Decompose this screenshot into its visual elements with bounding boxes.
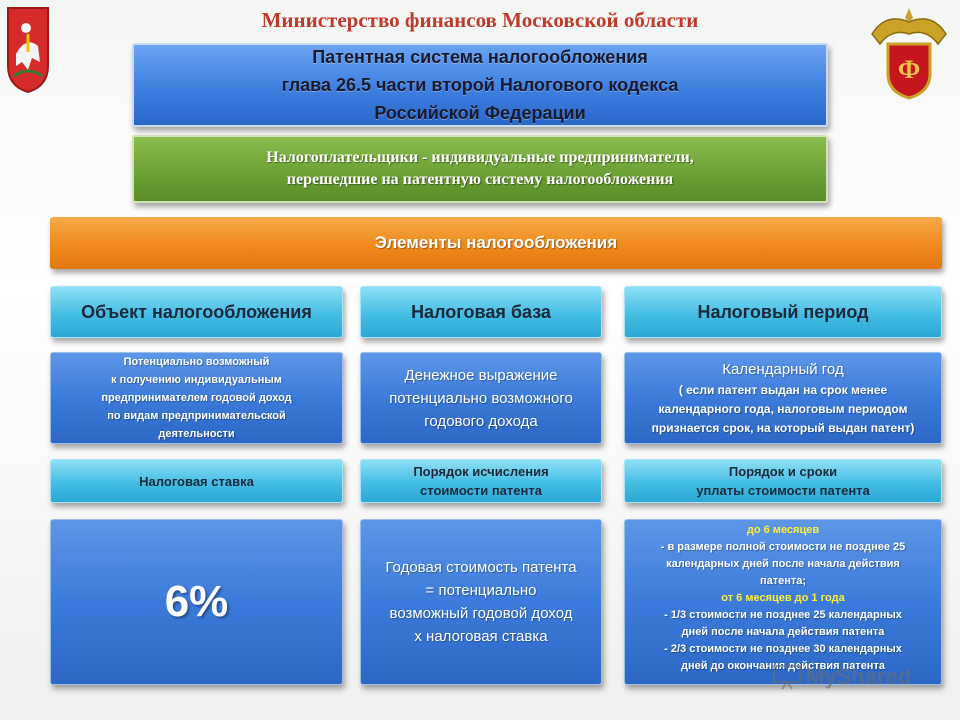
ministry-emblem-icon [866,4,952,100]
calc-order-line: стоимости патента [420,483,542,498]
calc-formula-line: = потенциально [425,582,537,599]
payment-terms-line: дней после начала действия патента [681,626,885,638]
object-description [50,352,343,444]
patent-system-header [132,43,828,127]
payment-order-line: уплаты стоимости патента [696,483,870,498]
base-description [360,352,602,444]
object-text-line: предпринимателем годовой доход [101,392,292,404]
taxation-elements-header [50,217,942,269]
object-text-line: к получению индивидуальным [111,374,282,386]
payment-terms-line: - 2/3 стоимости не позднее 30 календарных [664,643,902,655]
period-title: Налоговый период [697,301,869,322]
base-text-line: годового дохода [424,412,538,430]
period-description [624,352,942,444]
payment-highlight-under-6-months: до 6 месяцев [746,524,820,536]
base-text-line: потенциально возможного [389,389,573,407]
watermark-text: MyShared [806,664,912,689]
payment-terms-line: - в размере полной стоимости не позднее 25 [660,541,906,553]
object-text-line: деятельности [158,428,235,440]
calc-formula-box [360,519,602,685]
base-header [360,286,602,338]
calc-formula-line: возможный годовой доход [389,605,573,622]
watermark [772,660,932,694]
calc-formula-line: Годовая стоимость патента [385,559,577,576]
tax-rate-value: 6% [164,577,229,626]
patent-system-line3: Российской Федерации [374,103,586,123]
svg-text:Ф: Ф [897,55,921,84]
patent-system-line2: глава 26.5 части второй Налогового кодекса [281,75,679,95]
payment-terms-line: патента; [759,575,807,587]
patent-system-line1: Патентная система налогообложения [312,47,648,67]
period-note-line: признается срок, на который выдан патент) [651,420,915,435]
taxpayers-line1: Налогоплательщики - индивидуальные предприниматели, [266,149,694,166]
object-header [50,286,343,338]
presentation-icon [772,664,802,690]
payment-terms-line: - 1/3 стоимости не позднее 25 календарных [664,609,902,621]
period-main-text: Календарный год [722,360,844,378]
taxpayers-line2: перешедшие на патентную систему налогообложения [286,171,674,188]
moscow-oblast-coat-of-arms-icon [6,6,50,94]
payment-terms-line: календарных дней после начала действия [666,558,900,570]
calc-order-label-box [360,459,602,503]
period-header [624,286,942,338]
period-note-line: календарного года, налоговым периодом [658,401,908,416]
calc-formula-line: х налоговая ставка [414,628,548,645]
payment-highlight-6-to-12-months: от 6 месяцев до 1 года [721,592,845,604]
object-text-line: Потенциально возможный [123,356,270,368]
base-title: Налоговая база [411,301,551,322]
taxation-elements-label: Элементы налогообложения [374,233,618,252]
tax-rate-value-box [50,519,343,685]
tax-rate-label: Налоговая ставка [139,473,254,489]
page-title: Министерство финансов Московской области [261,8,699,32]
object-text-line: по видам предпринимательской [107,410,286,422]
tax-rate-label-box [50,459,343,503]
calc-order-line: Порядок исчисления [413,464,549,479]
period-note-line: ( если патент выдан на срок менее [678,382,888,397]
payment-order-label-box [624,459,942,503]
payment-order-line: Порядок и сроки [728,464,838,479]
payment-terms-line: дней до окончания действия патента [681,660,885,672]
object-title: Объект налогообложения [81,301,312,322]
base-text-line: Денежное выражение [404,366,558,384]
taxpayers-header [132,135,828,203]
